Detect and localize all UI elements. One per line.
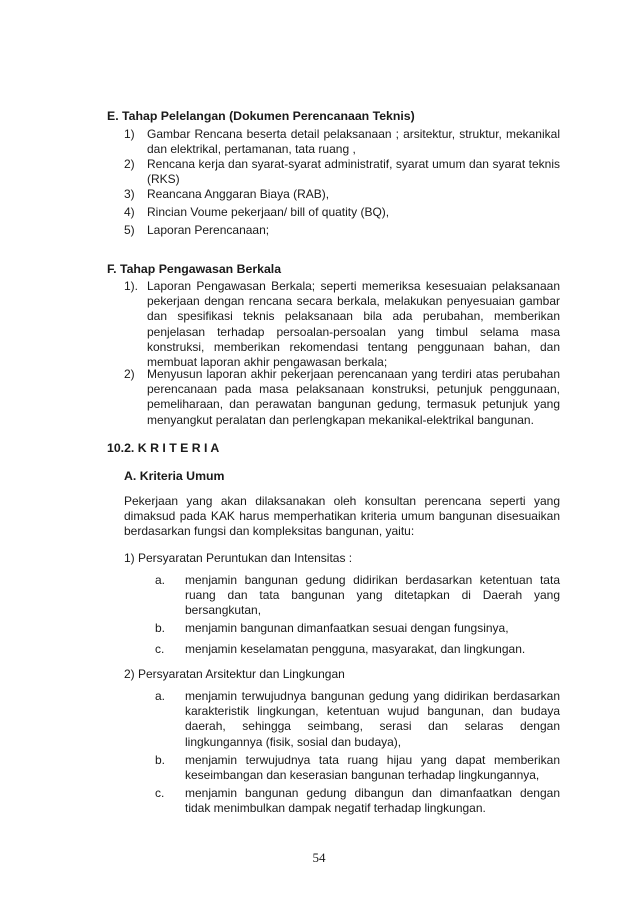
- list-item-text: Rencana kerja dan syarat-syarat administratif, syarat umum dan syarat teknis (RKS): [147, 157, 560, 187]
- list-letter: a.: [155, 689, 166, 703]
- list-item-text: menjamin bangunan dimanfaatkan sesuai dengan fungsinya,: [185, 621, 509, 635]
- list-letter: c.: [155, 642, 165, 656]
- list-item-text: menjamin bangunan gedung didirikan berdasarkan ketentuan tata ruang dan tata bangunan yang ditetapkan di Daerah yang bersangkutan,: [185, 573, 560, 618]
- list-number: 2): [124, 157, 135, 171]
- list-item-text: Menyusun laporan akhir pekerjaan perencanaan yang terdiri atas perubahan perencanaan pada masa pelaksanaan konstruksi, petunjuk penggunaan, pemeliharaan, dan perawatan bangunan gedung, termasuk petunjuk yang menyangkut peralatan dan perlengkapan mekanikal-elektrikal bangunan.: [147, 367, 560, 427]
- list-letter: c.: [155, 786, 165, 800]
- list-item-text: Reancana Anggaran Biaya (RAB),: [147, 187, 330, 201]
- list-letter: b.: [155, 753, 166, 767]
- list-number: 1).: [124, 279, 139, 293]
- list-number: 3): [124, 187, 135, 201]
- subsection-a-heading: A. Kriteria Umum: [124, 469, 225, 483]
- list-number: 5): [124, 223, 135, 237]
- section-e-heading: E. Tahap Pelelangan (Dokumen Perencanaan Teknis): [107, 109, 415, 123]
- list-item-text: menjamin keselamatan pengguna, masyarakat, dan lingkungan.: [185, 642, 526, 656]
- requirement-1-title: 1) Persyaratan Peruntukan dan Intensitas :: [124, 551, 353, 565]
- list-letter: b.: [155, 621, 166, 635]
- list-number: 2): [124, 367, 135, 381]
- list-item-text: Laporan Pengawasan Berkala; seperti memeriksa kesesuaian pelaksanaan pekerjaan dengan rencana secara berkala, melakukan penyesuaian gambar dan spesifikasi teknis pelaksanaan bila ada perubahan, memberikan penjelasan terhadap persoalan-persoalan yang timbul selama masa konstruksi, memberikan rekomendasi tentang penggunaan bahan, dan membuat laporan akhir pengawasan berkala;: [147, 279, 560, 370]
- list-letter: a.: [155, 573, 166, 587]
- list-number: 4): [124, 205, 135, 219]
- section-f-heading: F. Tahap Pengawasan Berkala: [107, 262, 282, 276]
- page-number: 54: [312, 850, 326, 865]
- list-item-text: Gambar Rencana beserta detail pelaksanaan ; arsitektur, struktur, mekanikal dan elektrikal, pertamanan, tata ruang ,: [147, 127, 560, 157]
- section-10-2-heading: 10.2. K R I T E R I A: [107, 441, 220, 455]
- list-item-text: menjamin bangunan gedung dibangun dan dimanfaatkan dengan tidak menimbulkan dampak negatif terhadap lingkungan.: [185, 786, 560, 816]
- list-item-text: Rincian Voume pekerjaan/ bill of quatity (BQ),: [147, 205, 390, 219]
- list-item-text: menjamin terwujudnya bangunan gedung yang didirikan berdasarkan karakteristik lingkungan, ketentuan wujud bangunan, dan budaya daerah, sehingga seimbang, serasi dan selaras dengan lingkungannya (fisik, sosial dan budaya),: [185, 689, 560, 749]
- list-item-text: menjamin terwujudnya tata ruang hijau yang dapat memberikan keseimbangan dan keserasian bangunan terhadap lingkungannya,: [185, 753, 560, 783]
- list-number: 1): [124, 127, 135, 141]
- list-item-text: Laporan Perencanaan;: [147, 223, 270, 237]
- intro-paragraph: Pekerjaan yang akan dilaksanakan oleh konsultan perencana seperti yang dimaksud pada KAK harus memperhatikan kriteria umum bangunan disesuaikan berdasarkan fungsi dan kompleksitas bangunan, yaitu:: [124, 494, 560, 539]
- requirement-2-title: 2) Persyaratan Arsitektur dan Lingkungan: [124, 667, 345, 681]
